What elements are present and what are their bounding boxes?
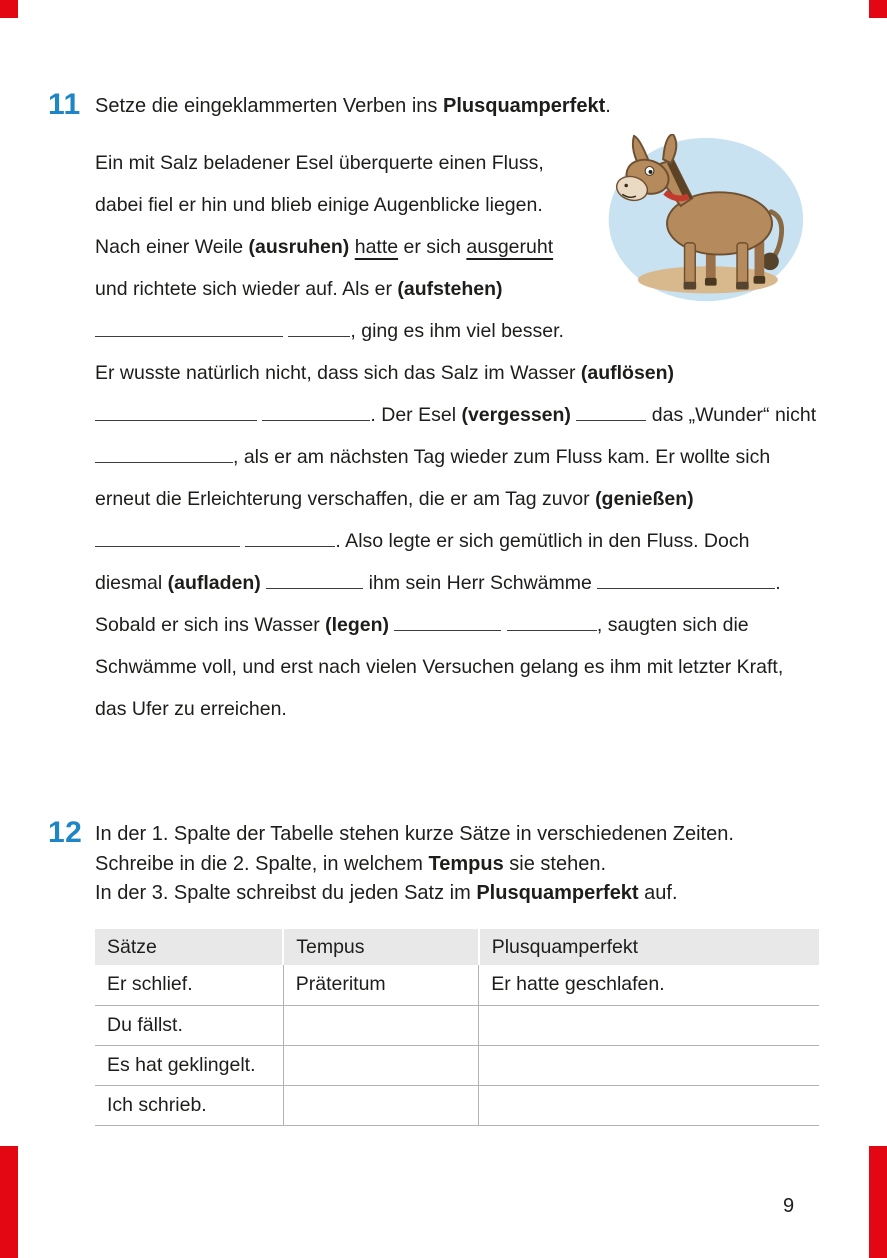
bold-text: (ausruhen) [248, 236, 350, 258]
table-header-row [95, 929, 819, 965]
text-segment: In der 1. Spalte der Tabelle stehen kurze Sätze in verschiedenen Zeiten. [95, 823, 734, 845]
table-cell[interactable] [479, 1045, 819, 1085]
table-cell: Es hat geklingelt. [95, 1045, 283, 1085]
table-row [95, 965, 819, 1005]
text-segment: . [605, 95, 611, 117]
corner-mark-top-right [869, 0, 887, 18]
corner-mark-top-left [0, 0, 18, 18]
table-header-cell: Tempus [283, 929, 478, 965]
bold-text: (vergessen) [461, 404, 571, 426]
answer-blank[interactable] [95, 318, 283, 338]
answer-blank[interactable] [507, 612, 597, 632]
answer-blank[interactable] [394, 612, 501, 632]
edge-strip-bottom-right [869, 1146, 887, 1258]
donkey-illustration [587, 134, 819, 309]
table-cell[interactable] [479, 1005, 819, 1045]
table-row [95, 1085, 819, 1125]
instruction-line [95, 850, 835, 880]
exercise-12-instruction [95, 820, 835, 909]
example-answer: hatte [354, 236, 399, 258]
text-segment: , als er am nächsten Tag wieder zum Fluss kam. Er wollte sich erneut die Erleichterung verschaffen, die er am Tag zuvor [95, 446, 771, 510]
answer-blank[interactable] [576, 402, 646, 422]
exercise-11-number: 11 [48, 88, 81, 121]
bold-text: (aufstehen) [397, 278, 503, 300]
bold-text: (auflösen) [580, 362, 675, 384]
text-segment: , saugten sich die Schwämme voll, und erst nach vielen Versuchen gelang es ihm mit letzter Kraft, das Ufer zu erreichen. [95, 614, 784, 720]
edge-strip-bottom-left [0, 1146, 18, 1258]
table-cell[interactable] [283, 1005, 478, 1045]
text-segment: und richtete sich wieder auf. Als er [95, 278, 398, 300]
exercise12-table-container [95, 929, 819, 1126]
answer-blank[interactable] [266, 570, 363, 590]
text-segment: das „Wunder“ nicht [646, 404, 817, 426]
text-segment: Setze die eingeklammerten Verben ins [95, 95, 443, 117]
bold-text: (genießen) [595, 488, 694, 510]
table-cell[interactable] [479, 1085, 819, 1125]
text-segment: auf. [638, 882, 678, 904]
example-answer: ausgeruht [466, 236, 554, 258]
bold-text: Tempus [428, 852, 504, 875]
table-cell: Er schlief. [95, 965, 283, 1005]
text-segment: ihm sein Herr Schwämme [363, 572, 598, 594]
table-cell: Du fällst. [95, 1005, 283, 1045]
table-row [95, 1045, 819, 1085]
answer-blank[interactable] [95, 402, 257, 422]
text-segment: , ging es ihm viel besser. Er wusste natürlich nicht, dass sich das Salz im Wasser [95, 320, 581, 384]
answer-blank[interactable] [95, 528, 240, 548]
text-segment: In der 3. Spalte schreibst du jeden Satz im [95, 882, 477, 904]
exercise-11-instruction [95, 95, 611, 118]
bold-text: (legen) [325, 614, 390, 636]
instruction-line [95, 820, 835, 850]
answer-blank[interactable] [288, 318, 350, 338]
answer-blank[interactable] [262, 402, 370, 422]
exercise-12-number: 12 [48, 816, 83, 849]
table-header-cell: Sätze [95, 929, 283, 965]
text-segment: er sich [398, 236, 467, 258]
answer-blank[interactable] [245, 528, 335, 548]
text-segment: sie stehen. [503, 852, 607, 875]
table-cell[interactable] [283, 1045, 478, 1085]
table-row [95, 1005, 819, 1045]
page-number: 9 [783, 1195, 795, 1217]
story-text [95, 142, 819, 730]
answer-blank[interactable] [95, 444, 233, 464]
text-segment: . Sobald er sich ins Wasser [95, 572, 781, 636]
text-segment: . Der Esel [370, 404, 462, 426]
table-cell: Ich schrieb. [95, 1085, 283, 1125]
answer-blank[interactable] [597, 570, 775, 590]
table-cell: Er hatte geschlafen. [479, 965, 819, 1005]
instruction-line [95, 879, 835, 909]
bold-text: (aufladen) [167, 572, 261, 594]
bold-text: Plusquamperfekt [442, 95, 606, 117]
table-cell: Präteritum [283, 965, 478, 1005]
exercise12-table [95, 929, 819, 1126]
bold-text: Plusquamperfekt [476, 882, 639, 904]
text-segment: Ein mit Salz beladener Esel überquerte einen Fluss, dabei fiel er hin und blieb einige Augenblicke liegen. Nach einer Weile [95, 152, 544, 258]
table-header-cell: Plusquamperfekt [479, 929, 819, 965]
text-segment: . Also legte er sich gemütlich in den Fluss. Doch diesmal [95, 530, 750, 594]
text-segment: Schreibe in die 2. Spalte, in welchem [95, 852, 429, 875]
table-cell[interactable] [283, 1085, 478, 1125]
